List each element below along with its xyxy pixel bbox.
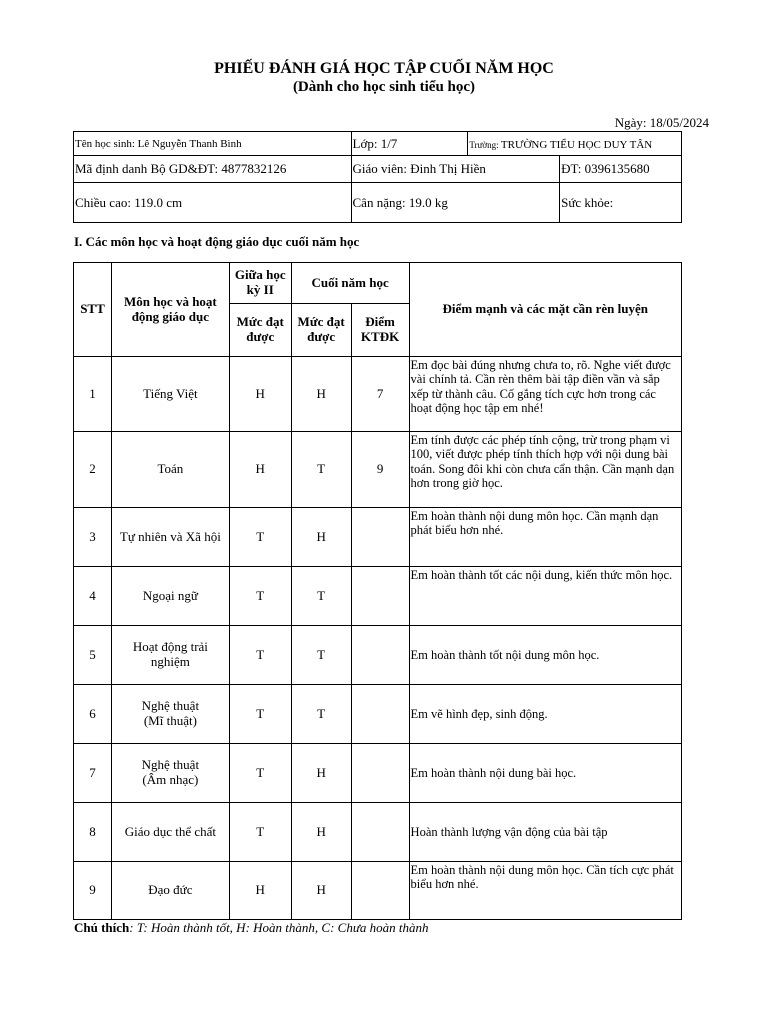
- header-final: Cuối năm học: [291, 263, 409, 304]
- row-stt: 5: [74, 626, 112, 685]
- row-comment: Em vẽ hình đẹp, sinh động.: [409, 685, 681, 744]
- row-comment: Em tính được các phép tính cộng, trừ trong phạm vi 100, viết được phép tính thích hợp với nội dung bài toán. Song đôi khi còn chưa cẩn thận. Cần mạnh dạn hơn trong giờ học.: [409, 432, 681, 508]
- row-comment: Em hoàn thành nội dung bài học.: [409, 744, 681, 803]
- legend-text: : T: Hoàn thành tốt, H: Hoàn thành, C: Chưa hoàn thành: [129, 920, 429, 935]
- row-subject: Ngoại ngữ: [111, 567, 229, 626]
- row-stt: 8: [74, 803, 112, 862]
- student-id: Mã định danh Bộ GD&ĐT: 4877832126: [74, 156, 352, 183]
- student-height: Chiều cao: 119.0 cm: [74, 183, 352, 223]
- row-mid-level: H: [229, 862, 291, 920]
- row-stt: 2: [74, 432, 112, 508]
- table-row: [74, 357, 682, 432]
- row-subject: Đạo đức: [111, 862, 229, 920]
- header-mid-level: Mức đạt được: [229, 304, 291, 357]
- row-comment: Em đọc bài đúng nhưng chưa to, rõ. Nghe viết được vài chính tả. Cần rèn thêm bài tập điền vần và sắp xếp từ thành câu. Cố gắng tích cực hơn trong các hoạt động học tập em nhé!: [409, 357, 681, 432]
- row-subject: Hoạt động trải nghiệm: [111, 626, 229, 685]
- table-row: [74, 685, 682, 744]
- row-final-level: T: [291, 432, 351, 508]
- row-stt: 9: [74, 862, 112, 920]
- row-mid-level: H: [229, 432, 291, 508]
- row-final-level: H: [291, 803, 351, 862]
- row-score: [351, 803, 409, 862]
- row-score: 7: [351, 357, 409, 432]
- row-score: [351, 685, 409, 744]
- school-label: Trường:: [469, 139, 501, 150]
- row-final-level: H: [291, 357, 351, 432]
- row-final-level: H: [291, 862, 351, 920]
- row-comment: Em hoàn thành nội dung môn học. Cần mạnh dạn phát biểu hơn nhé.: [409, 508, 681, 567]
- row-score: [351, 508, 409, 567]
- row-final-level: H: [291, 744, 351, 803]
- row-final-level: T: [291, 626, 351, 685]
- legend-label: Chú thích: [74, 920, 130, 935]
- row-subject: Tiếng Việt: [111, 357, 229, 432]
- header-midterm: Giữa học kỳ II: [229, 263, 291, 304]
- section-heading: I. Các môn học và hoạt động giáo dục cuối năm học: [74, 234, 360, 249]
- report-date: Ngày: 18/05/2024: [614, 115, 709, 130]
- row-final-level: H: [291, 508, 351, 567]
- row-score: [351, 862, 409, 920]
- row-comment: Em hoàn thành nội dung môn học. Cần tích cực phát biểu hơn nhé.: [409, 862, 681, 920]
- row-mid-level: T: [229, 626, 291, 685]
- student-weight: Cân nặng: 19.0 kg: [351, 183, 560, 223]
- student-health: Sức khỏe:: [560, 183, 682, 223]
- row-stt: 3: [74, 508, 112, 567]
- row-mid-level: T: [229, 685, 291, 744]
- row-subject: Nghệ thuật (Mĩ thuật): [111, 685, 229, 744]
- row-stt: 6: [74, 685, 112, 744]
- student-info-table: [73, 131, 682, 223]
- header-comment: Điểm mạnh và các mặt cần rèn luyện: [409, 263, 681, 357]
- teacher-name: Giáo viên: Đinh Thị Hiền: [351, 156, 560, 183]
- row-mid-level: T: [229, 744, 291, 803]
- row-final-level: T: [291, 567, 351, 626]
- header-stt: STT: [74, 263, 112, 357]
- table-row: [74, 508, 682, 567]
- table-row: [74, 567, 682, 626]
- row-score: 9: [351, 432, 409, 508]
- teacher-phone: ĐT: 0396135680: [560, 156, 682, 183]
- row-mid-level: T: [229, 508, 291, 567]
- page-title: PHIẾU ĐÁNH GIÁ HỌC TẬP CUỐI NĂM HỌC: [214, 60, 554, 77]
- row-comment: Em hoàn thành tốt các nội dung, kiến thức môn học.: [409, 567, 681, 626]
- grades-table: [73, 262, 682, 920]
- table-row: [74, 626, 682, 685]
- legend-note: [74, 920, 429, 936]
- table-row: [74, 744, 682, 803]
- header-final-level: Mức đạt được: [291, 304, 351, 357]
- row-stt: 7: [74, 744, 112, 803]
- row-subject: Tự nhiên và Xã hội: [111, 508, 229, 567]
- table-row: [74, 432, 682, 508]
- row-stt: 1: [74, 357, 112, 432]
- table-row: [74, 803, 682, 862]
- row-mid-level: T: [229, 803, 291, 862]
- row-stt: 4: [74, 567, 112, 626]
- row-subject: Toán: [111, 432, 229, 508]
- table-row: [74, 862, 682, 920]
- school-name: TRƯỜNG TIỂU HỌC DUY TÂN: [500, 138, 653, 151]
- header-subject: Môn học và hoạt động giáo dục: [111, 263, 229, 357]
- row-comment: Hoàn thành lượng vận động của bài tập: [409, 803, 681, 862]
- row-score: [351, 567, 409, 626]
- school-cell: [468, 132, 682, 156]
- row-comment: Em hoàn thành tốt nội dung môn học.: [409, 626, 681, 685]
- row-subject: Nghệ thuật (Âm nhạc): [111, 744, 229, 803]
- row-final-level: T: [291, 685, 351, 744]
- row-score: [351, 626, 409, 685]
- header-score: Điểm KTĐK: [351, 304, 409, 357]
- student-name: Tên học sinh: Lê Nguyễn Thanh Bình: [74, 132, 352, 156]
- row-mid-level: H: [229, 357, 291, 432]
- row-mid-level: T: [229, 567, 291, 626]
- page-subtitle: (Dành cho học sinh tiểu học): [292, 79, 476, 95]
- class-name: Lớp: 1/7: [351, 132, 468, 156]
- row-score: [351, 744, 409, 803]
- row-subject: Giáo dục thể chất: [111, 803, 229, 862]
